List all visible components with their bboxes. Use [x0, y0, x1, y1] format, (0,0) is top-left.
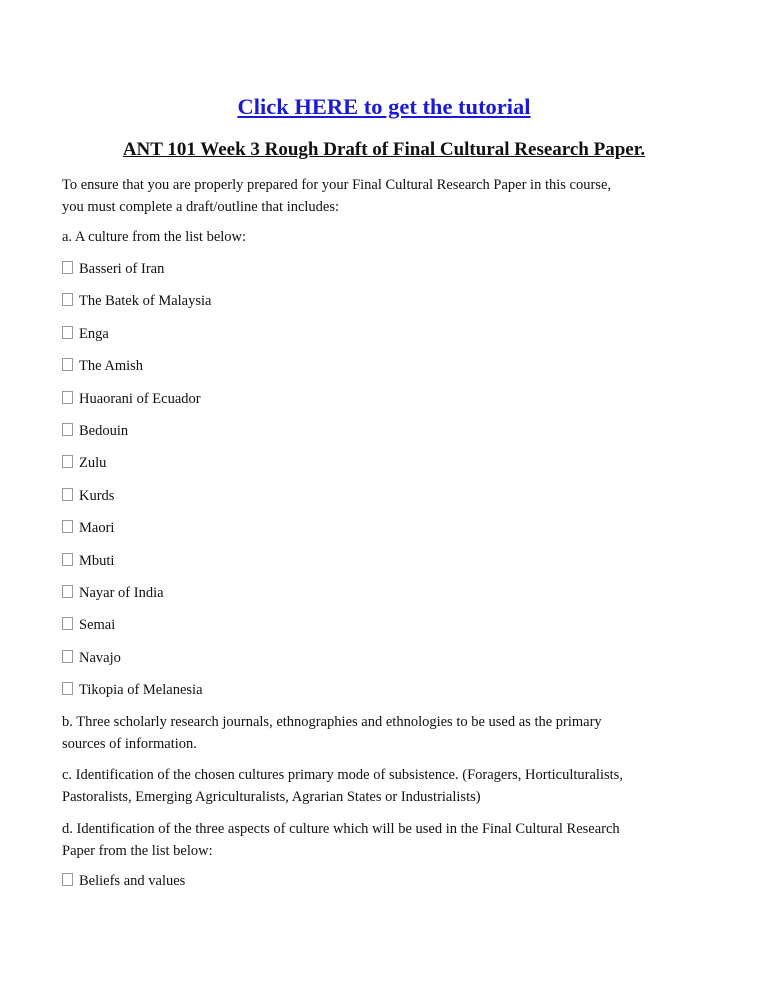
culture-label: Mbuti — [79, 552, 115, 569]
item-b-line-2: sources of information. — [62, 736, 197, 752]
bullet-box-icon — [62, 391, 73, 404]
bullet-box-icon — [62, 650, 73, 663]
bullet-box-icon — [62, 682, 73, 695]
list-item — [62, 357, 143, 375]
bullet-box-icon — [62, 488, 73, 501]
list-item — [62, 552, 114, 570]
bullet-box-icon — [62, 617, 73, 630]
list-item — [62, 390, 201, 408]
list-item — [62, 487, 114, 505]
item-c-line-1: c. Identification of the chosen cultures primary mode of subsistence. (Foragers, Horticulturalists, — [62, 767, 623, 783]
culture-label: Navajo — [79, 649, 121, 666]
intro-line-1: To ensure that you are properly prepared for your Final Cultural Research Paper in this course, — [62, 177, 612, 193]
list-item — [62, 454, 106, 472]
list-item — [62, 616, 115, 634]
culture-label: Bedouin — [79, 423, 129, 439]
bullet-box-icon — [62, 585, 73, 598]
bullet-box-icon — [62, 873, 73, 886]
item-d-line-2: Paper from the list below: — [62, 843, 213, 859]
item-a: a. A culture from the list below: — [62, 229, 247, 245]
culture-label: Huaorani of Ecuador — [79, 390, 201, 407]
list-item — [62, 325, 109, 343]
bullet-box-icon — [62, 455, 73, 468]
intro-line-2: you must complete a draft/outline that includes: — [62, 199, 340, 215]
list-item — [62, 681, 203, 699]
culture-label: The Amish — [79, 358, 144, 375]
item-d-line-1: d. Identification of the three aspects of culture which will be used in the Final Cultural Research — [62, 821, 620, 837]
bullet-box-icon — [62, 326, 73, 339]
document-title: ANT 101 Week 3 Rough Draft of Final Cultural Research Paper. — [122, 139, 646, 160]
bullet-box-icon — [62, 520, 73, 533]
culture-label: Semai — [79, 617, 116, 634]
bullet-box-icon — [62, 261, 73, 274]
culture-label: Tikopia of Melanesia — [79, 682, 203, 699]
bullet-box-icon — [62, 553, 73, 566]
bullet-box-icon — [62, 293, 73, 306]
culture-label: Maori — [79, 520, 115, 537]
list-item — [62, 422, 128, 440]
culture-label: Nayar of India — [79, 585, 164, 601]
item-b-line-1: b. Three scholarly research journals, ethnographies and ethnologies to be used as the primary — [62, 714, 602, 730]
list-item — [62, 292, 211, 310]
item-c-line-2: Pastoralists, Emerging Agriculturalists, Agrarian States or Industrialists) — [62, 789, 481, 805]
list-item — [62, 872, 185, 890]
bullet-box-icon — [62, 358, 73, 371]
culture-label: Enga — [79, 325, 109, 342]
culture-label: The Batek of Malaysia — [79, 293, 212, 310]
list-item — [62, 519, 114, 537]
culture-label: Basseri of Iran — [79, 261, 165, 277]
aspect-label: Beliefs and values — [79, 873, 186, 889]
tutorial-link[interactable]: Click HERE to get the tutorial — [237, 94, 531, 119]
list-item — [62, 649, 121, 667]
culture-label: Zulu — [79, 455, 107, 472]
list-item — [62, 260, 164, 278]
list-item — [62, 584, 164, 602]
bullet-box-icon — [62, 423, 73, 436]
culture-label: Kurds — [79, 487, 115, 504]
